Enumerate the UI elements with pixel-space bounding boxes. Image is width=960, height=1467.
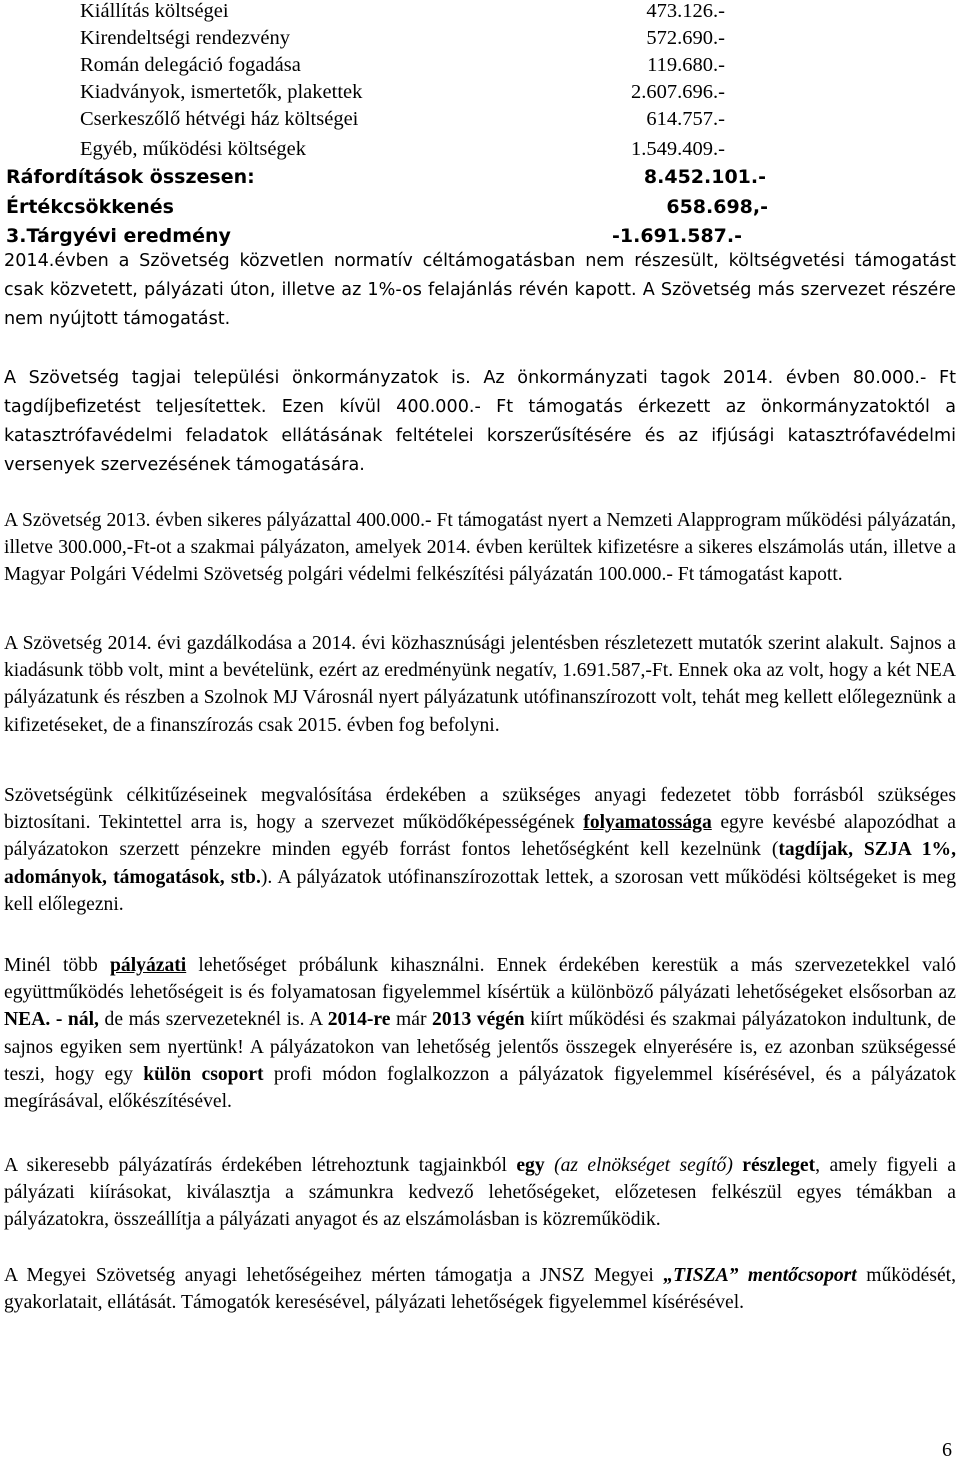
paragraph-grant-opportunities: Minél több pályázati lehetőséget próbálunk kihasználni. Ennek érdekében kerestük a más szervezetekkel való együttműködés lehetőségeit is és folyamatosan figyelemmel kísértük a különböző pályázati lehetőségeket elsősorban az NEA. - nál, de más szervezeteknél is. A 2014-re már 2013 végén kiírt működési és szakmai pályázatokon indultunk, de sajnos egyiken sem nyertünk! A pályázatokon van lehetőség jelentős összegek elnyerésére is, ez azonban szükségessé teszi, hogy egy külön csoport profi módon foglalkozzon a pályázatok figyelemmel kísérésével, és a pályázatok megírásával, előkészítésével. — [4, 955, 956, 1113]
finance-row-value: 473.126.- — [646, 0, 725, 22]
finance-row — [80, 135, 725, 163]
total-label: Értékcsökkenés — [6, 196, 174, 218]
finance-row-value: 1.549.409.- — [631, 138, 725, 160]
total-value: -1.691.587.- — [612, 225, 742, 247]
finance-row-value: 2.607.696.- — [631, 81, 725, 103]
finance-row-value: 119.680.- — [647, 54, 725, 76]
finance-row — [80, 24, 725, 52]
paragraph-support: 2014.évben a Szövetség közvetlen normatív céltámogatásban nem részesült, költségvetési támogatást csak közvetett, pályázati úton, illetve az 1%-os felajánlás révén kapott. A Szövetség más szervezet részére nem nyújtott támogatást. — [4, 251, 956, 329]
finance-row — [80, 105, 725, 133]
paragraph-grant-team: A sikeresebb pályázatírás érdekében létrehoztunk tagjainkból egy (az elnökséget segítő) részleget, amely figyeli a pályázati kiírásokat, kiválasztja a számunkra kedvező lehetőségeket, előzetesen felkészül egyes témákban a pályázatokra, összeállítja a pályázati anyagot és az elszámolásban is közreműködik. — [4, 1155, 956, 1231]
page-number: 6 — [942, 1439, 952, 1461]
finance-row — [80, 78, 725, 106]
finance-total-row — [6, 163, 766, 191]
finance-row — [80, 0, 725, 25]
finance-row-label: Kiállítás költségei — [80, 0, 229, 22]
finance-total-row — [6, 222, 742, 250]
finance-row-label: Cserkeszőlő hétvégi ház költségei — [80, 108, 359, 130]
paragraph-management-2014: A Szövetség 2014. évi gazdálkodása a 2014. évi közhasznúsági jelentésben részletezett mutatók szerint alakult. Sajnos a kiadásunk több volt, mint a bevételünk, ezért az eredményünk negatív, 1.691.587,-Ft. Ennek oka az volt, hogy a két NEA pályázatunk és részben a Szolnok MJ Városnál nyert pályázatunk utófinanszírozott volt, tehát meg kellett előlegeznünk a kifizetéseket, de a finanszírozás csak 2015. évben fog befolyni. — [4, 633, 956, 736]
paragraph-membership: A Szövetség tagjai települési önkormányzatok is. Az önkormányzati tagok 2014. évben 80.000.- Ft tagdíjbefizetést teljesítettek. Ezen kívül 400.000.- Ft támogatás érkezett az önkormányzatoktól a katasztrófavédelmi feladatok ellátásának feltételei korszerűsítésére és az ifjúsági katasztrófavédelmi versenyek szervezésének támogatására. — [4, 368, 956, 475]
finance-row-label: Román delegáció fogadása — [80, 54, 301, 76]
paragraph-funding-sources: Szövetségünk célkitűzéseinek megvalósítása érdekében a szükséges anyagi fedezetet több forrásból szükséges biztosítani. Tekintettel arra is, hogy a szervezet működőképességének folyamatossága egyre kevésbé alapozódhat a pályázatokon szerzett pénzekre minden egyéb forrást fontos lehetőségként kell kezelnünk (tagdíjak, SZJA 1%, adományok, támogatások, stb.). A pályázatok utófinanszírozottak lettek, a szorosan vett működési költségeket is meg kell előlegezni. — [4, 785, 957, 915]
finance-row-label: Kirendeltségi rendezvény — [80, 27, 291, 49]
finance-row-label: Egyéb, működési költségek — [80, 138, 307, 160]
finance-row — [80, 51, 725, 79]
total-label: Ráfordítások összesen: — [6, 166, 255, 188]
paragraph-grants-2013: A Szövetség 2013. évben sikeres pályázattal 400.000.- Ft támogatást nyert a Nemzeti Alapprogram működési pályázatán, illetve 300.000,-Ft-ot a szakmai pályázaton, amelyek 2014. évben kerültek kifizetésre a sikeres elszámolás után, illetve a Magyar Polgári Védelmi Szövetség polgári védelmi felkészítési pályázatán 100.000.- Ft támogatást kapott. — [4, 510, 956, 586]
total-value: 8.452.101.- — [643, 166, 766, 188]
total-label: 3.Tárgyévi eredmény — [6, 225, 231, 247]
finance-row-value: 614.757.- — [646, 108, 725, 130]
paragraph-tisza-support: A Megyei Szövetség anyagi lehetőségeihez mérten támogatja a JNSZ Megyei „TISZA” mentőcsoport működését, gyakorlatait, ellátását. Támogatók keresésével, pályázati lehetőségek figyelemmel kísérésével. — [4, 1265, 956, 1314]
finance-row-label: Kiadványok, ismertetők, plakettek — [80, 81, 363, 103]
finance-total-row — [6, 193, 768, 221]
finance-row-value: 572.690.- — [646, 27, 725, 49]
total-value: 658.698,- — [666, 196, 768, 218]
